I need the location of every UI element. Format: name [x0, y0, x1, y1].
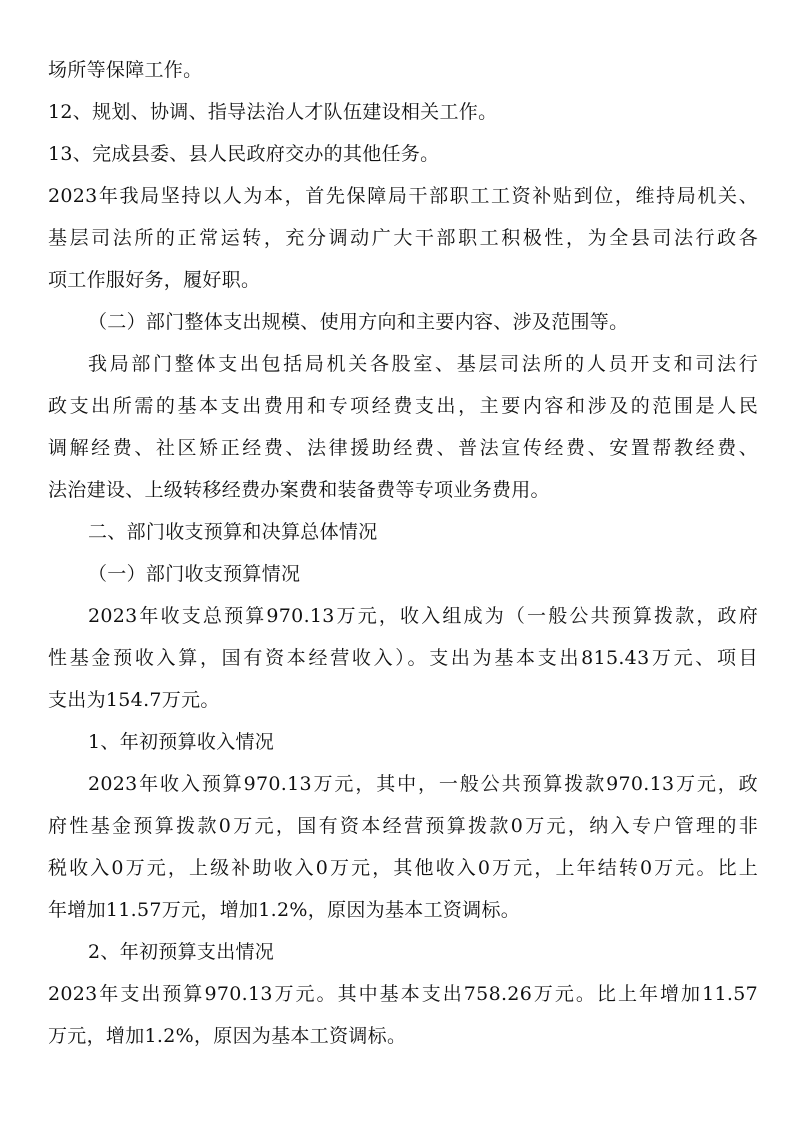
section-heading-1: （一）部门收支预算情况 [88, 563, 301, 585]
text-line-10: 调解经费、社区矫正经费、法律援助经费、普法宣传经费、安置帮教经费、 [48, 437, 758, 459]
text-line-6: 项工作服好务，履好职。 [48, 269, 261, 291]
subheading-expenditure: 2、年初预算支出情况 [88, 941, 275, 963]
text-line-20: 税收入0万元，上级补助收入0万元，其他收入0万元，上年结转0万元。比上 [48, 857, 758, 879]
text-line-15: 性基金预收入算，国有资本经营收入）。支出为基本支出815.43万元、项目 [48, 647, 758, 669]
text-line-9: 政支出所需的基本支出费用和专项经费支出，主要内容和涉及的范围是人民 [48, 395, 758, 417]
text-line-2: 12、规划、协调、指导法治人才队伍建设相关工作。 [48, 101, 498, 123]
text-line-19: 府性基金预算拨款0万元，国有资本经营预算拨款0万元，纳入专户管理的非 [48, 815, 758, 837]
section-heading-2: （二）部门整体支出规模、使用方向和主要内容、涉及范围等。 [88, 311, 629, 333]
text-line-18: 2023年收入预算970.13万元，其中，一般公共预算拨款970.13万元，政 [88, 773, 758, 795]
text-line-3: 13、完成县委、县人民政府交办的其他任务。 [48, 143, 440, 165]
text-line-1: 场所等保障工作。 [48, 59, 203, 81]
text-line-8: 我局部门整体支出包括局机关各股室、基层司法所的人员开支和司法行 [88, 353, 758, 375]
text-line-11: 法治建设、上级转移经费办案费和装备费等专项业务费用。 [48, 479, 550, 501]
text-line-14: 2023年收支总预算970.13万元，收入组成为（一般公共预算拨款，政府 [88, 605, 758, 627]
text-line-21: 年增加11.57万元，增加1.2%，原因为基本工资调标。 [48, 899, 521, 921]
text-line-23: 2023年支出预算970.13万元。其中基本支出758.26万元。比上年增加11.57 [48, 983, 758, 1005]
text-line-5: 基层司法所的正常运转，充分调动广大干部职工积极性，为全县司法行政各 [48, 227, 758, 249]
text-line-24: 万元，增加1.2%，原因为基本工资调标。 [48, 1025, 407, 1047]
text-line-16: 支出为154.7万元。 [48, 689, 220, 711]
text-line-4: 2023年我局坚持以人为本，首先保障局干部职工工资补贴到位，维持局机关、 [48, 185, 758, 207]
subheading-revenue: 1、年初预算收入情况 [88, 731, 275, 753]
section-heading-main: 二、部门收支预算和决算总体情况 [88, 521, 378, 543]
